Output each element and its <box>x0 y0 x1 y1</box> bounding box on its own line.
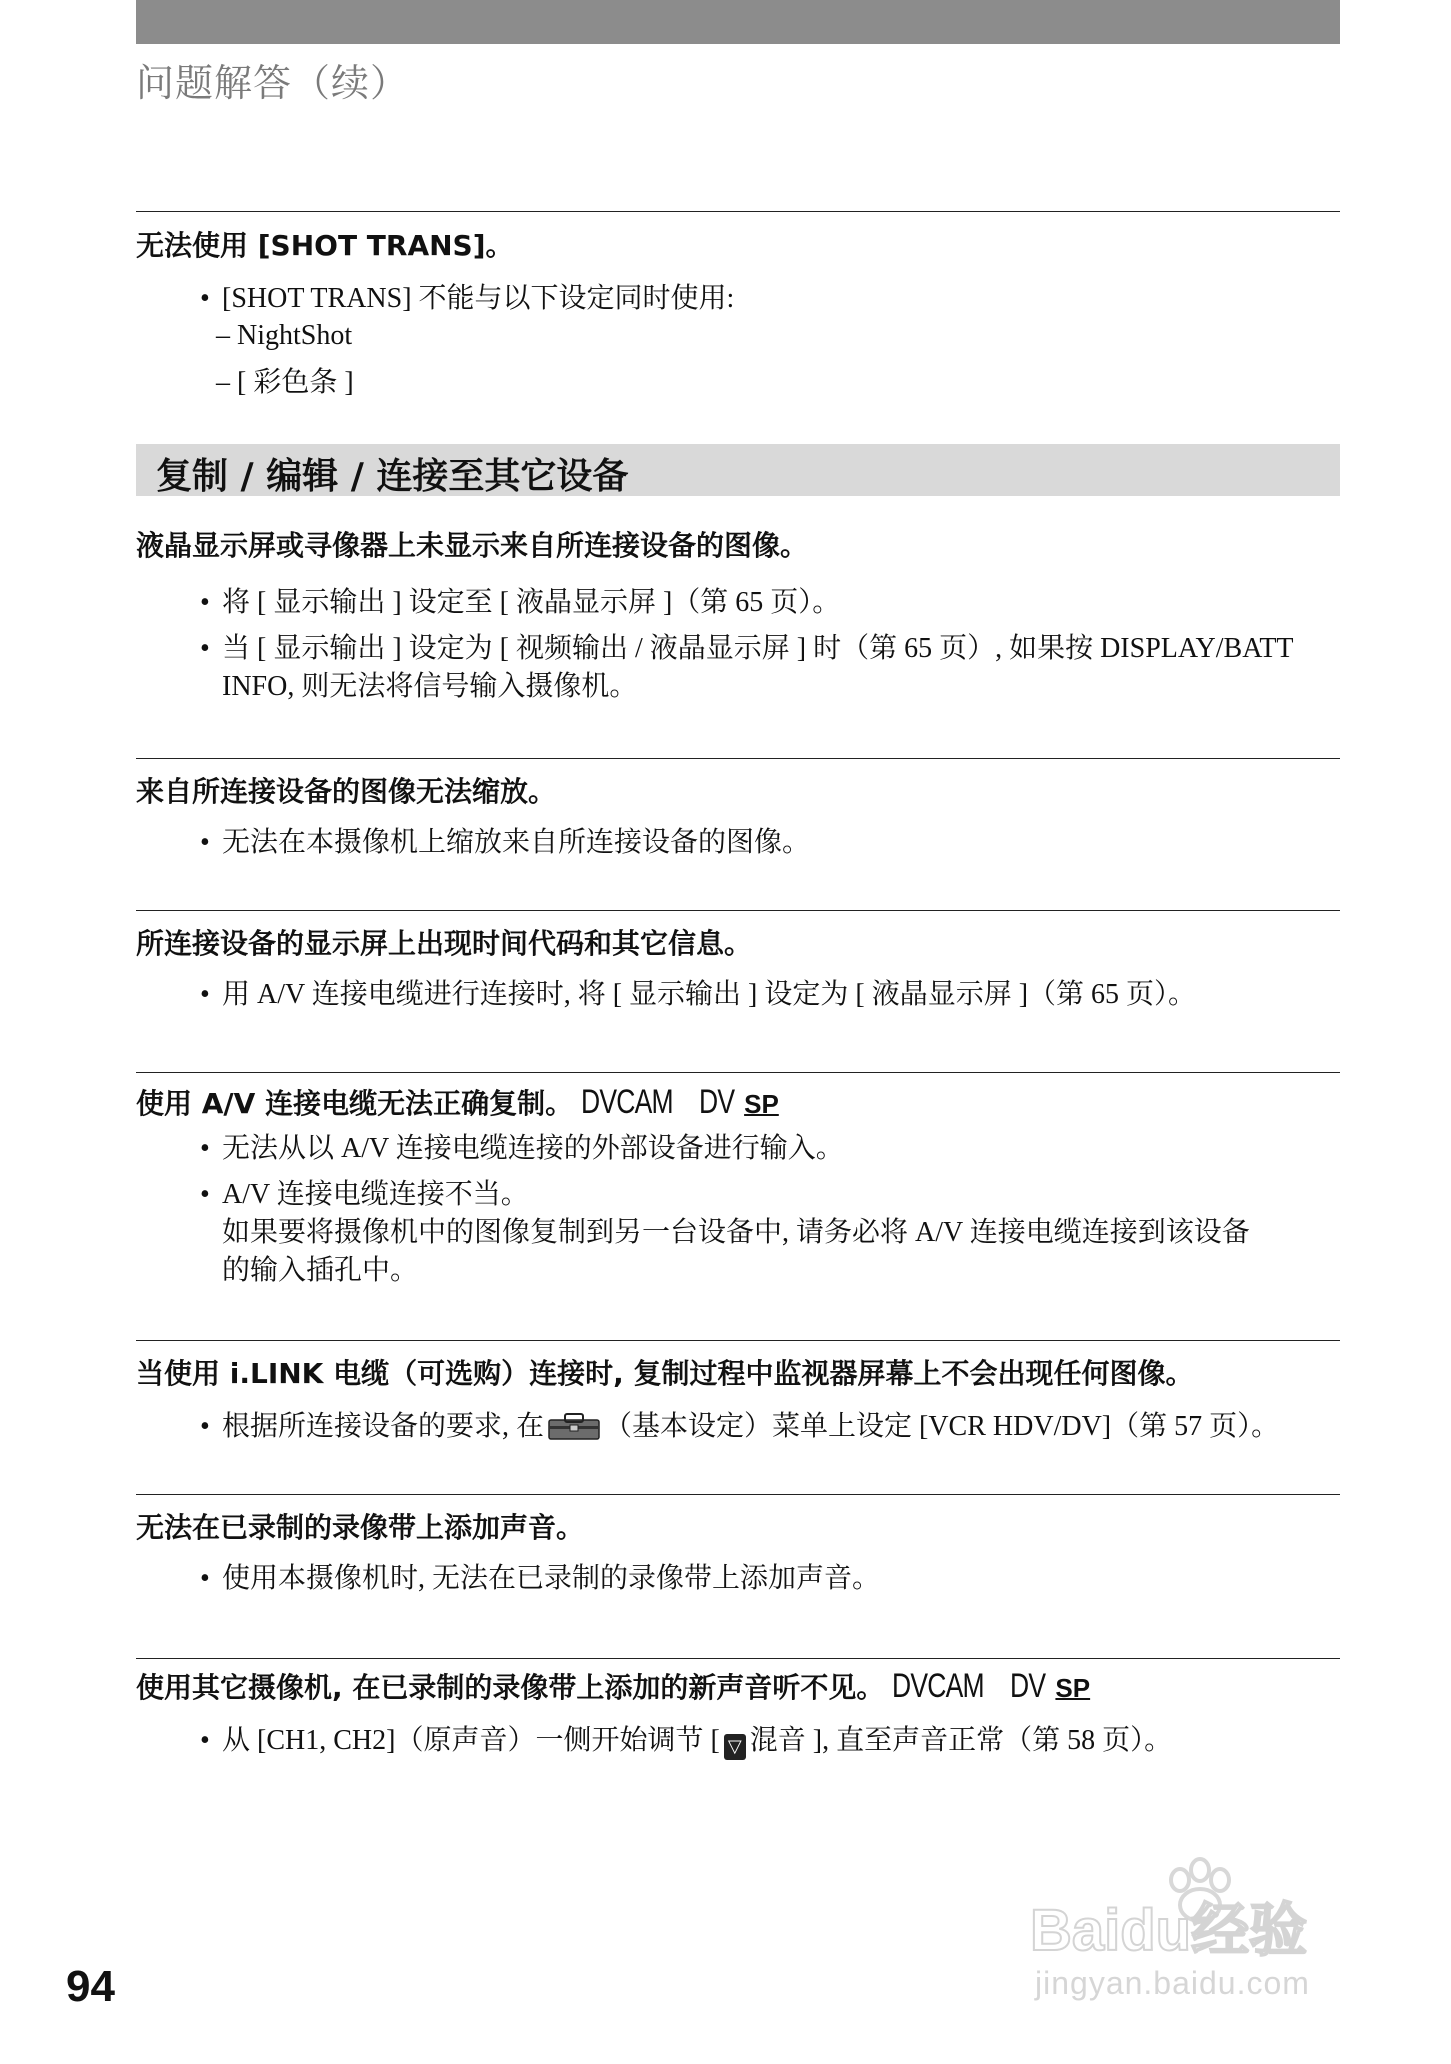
divider <box>136 910 1340 911</box>
bullet-item: • A/V 连接电缆连接不当。 <box>200 1179 529 1210</box>
bullet-item: • 用 A/V 连接电缆进行连接时, 将 [ 显示输出 ] 设定为 [ 液晶显示屏 ]（第 65 页）。 <box>200 979 1197 1010</box>
bullet-text: （基本设定）菜单上设定 [VCR HDV/DV]（第 57 页）。 <box>604 1411 1280 1442</box>
dash-item: – [ 彩色条 ] <box>216 367 354 398</box>
bullet-item: • 将 [ 显示输出 ] 设定至 [ 液晶显示屏 ]（第 65 页）。 <box>200 587 841 618</box>
bullet-text: A/V 连接电缆连接不当。 <box>222 1179 529 1210</box>
sp-format-tag: SP <box>1055 1673 1091 1703</box>
question-heading <box>136 1666 1090 1706</box>
question-heading: 当使用 i.LINK 电缆（可选购）连接时, 复制过程中监视器屏幕上不会出现任何图像。 <box>136 1357 1194 1390</box>
bullet-item: • 无法从以 A/V 连接电缆连接的外部设备进行输入。 <box>200 1133 844 1164</box>
bullet-continuation: 的输入插孔中。 <box>222 1255 419 1286</box>
dvcam-format-tag: DVCAM <box>892 1667 985 1705</box>
bullet-item: • 从 [CH1, CH2]（原声音）一侧开始调节 [ ▽ 混音 ], 直至声音正常（第 58 页）。 <box>200 1722 1172 1760</box>
bullet-continuation: INFO, 则无法将信号输入摄像机。 <box>222 671 638 702</box>
dvcam-format-tag: DVCAM <box>581 1083 673 1121</box>
divider <box>136 758 1340 759</box>
question-heading: 所连接设备的显示屏上出现时间代码和其它信息。 <box>136 927 753 960</box>
dash-item: – NightShot <box>216 320 353 351</box>
bullet-item: • 根据所连接设备的要求, 在 （基本设定）菜单上设定 [VCR HDV/DV]（第 57 页）。 <box>200 1411 1280 1442</box>
bullet-text: 混音 ], 直至声音正常（第 58 页）。 <box>749 1725 1173 1756</box>
divider <box>136 1340 1340 1341</box>
divider <box>136 1072 1340 1073</box>
bullet-text: 无法从以 A/V 连接电缆连接的外部设备进行输入。 <box>222 1133 844 1164</box>
bullet-text: [SHOT TRANS] 不能与以下设定同时使用: <box>222 283 735 314</box>
bullet-text: 用 A/V 连接电缆进行连接时, 将 [ 显示输出 ] 设定为 [ 液晶显示屏 ]（第 65 页）。 <box>222 979 1197 1010</box>
baidu-watermark-logo <box>1030 1850 1370 2030</box>
question-text: 使用 A/V 连接电缆无法正确复制。 <box>136 1087 574 1120</box>
bullet-text: 将 [ 显示输出 ] 设定至 [ 液晶显示屏 ]（第 65 页）。 <box>222 587 841 618</box>
toolbox-icon <box>548 1412 600 1440</box>
bullet-item: • 当 [ 显示输出 ] 设定为 [ 视频输出 / 液晶显示屏 ] 时（第 65 页）, 如果按 DISPLAY/BATT <box>200 633 1294 664</box>
bullet-item: • [SHOT TRANS] 不能与以下设定同时使用: <box>200 283 735 314</box>
header-bar <box>136 0 1340 44</box>
bullet-text: 使用本摄像机时, 无法在已录制的录像带上添加声音。 <box>222 1563 881 1594</box>
question-heading <box>136 1082 779 1122</box>
divider <box>136 1494 1340 1495</box>
page-number: 94 <box>66 1962 115 2011</box>
bullet-item: • 无法在本摄像机上缩放来自所连接设备的图像。 <box>200 827 811 858</box>
question-text: 使用其它摄像机, 在已录制的录像带上添加的新声音听不见。 <box>136 1671 885 1704</box>
divider <box>136 211 1340 212</box>
watermark-url: jingyan.baidu.com <box>1035 1965 1310 2001</box>
sp-format-tag: SP <box>744 1089 779 1119</box>
bullet-text: 当 [ 显示输出 ] 设定为 [ 视频输出 / 液晶显示屏 ] 时（第 65 页）, 如果按 DISPLAY/BATT <box>222 633 1294 664</box>
bullet-item: • 使用本摄像机时, 无法在已录制的录像带上添加声音。 <box>200 1563 881 1594</box>
bullet-text: 根据所连接设备的要求, 在 <box>222 1411 545 1442</box>
question-heading: 液晶显示屏或寻像器上未显示来自所连接设备的图像。 <box>136 529 809 562</box>
bullet-text: 无法在本摄像机上缩放来自所连接设备的图像。 <box>222 827 811 858</box>
question-heading: 无法使用 [SHOT TRANS]。 <box>136 229 514 262</box>
svg-text:Baidu经验: Baidu经验 <box>1030 1898 1308 1960</box>
mix-icon: ▽ <box>724 1734 746 1760</box>
dv-format-tag: DV <box>698 1083 735 1121</box>
page-title: 问题解答（续） <box>136 61 410 105</box>
dv-format-tag: DV <box>1010 1667 1046 1705</box>
divider <box>136 1658 1340 1659</box>
bullet-continuation: 如果要将摄像机中的图像复制到另一台设备中, 请务必将 A/V 连接电缆连接到该设备 <box>222 1217 1250 1248</box>
question-heading: 无法在已录制的录像带上添加声音。 <box>136 1511 585 1544</box>
section-title: 复制 / 编辑 / 连接至其它设备 <box>156 456 629 497</box>
question-heading: 来自所连接设备的图像无法缩放。 <box>136 775 557 808</box>
bullet-text: 从 [CH1, CH2]（原声音）一侧开始调节 [ <box>222 1725 720 1756</box>
